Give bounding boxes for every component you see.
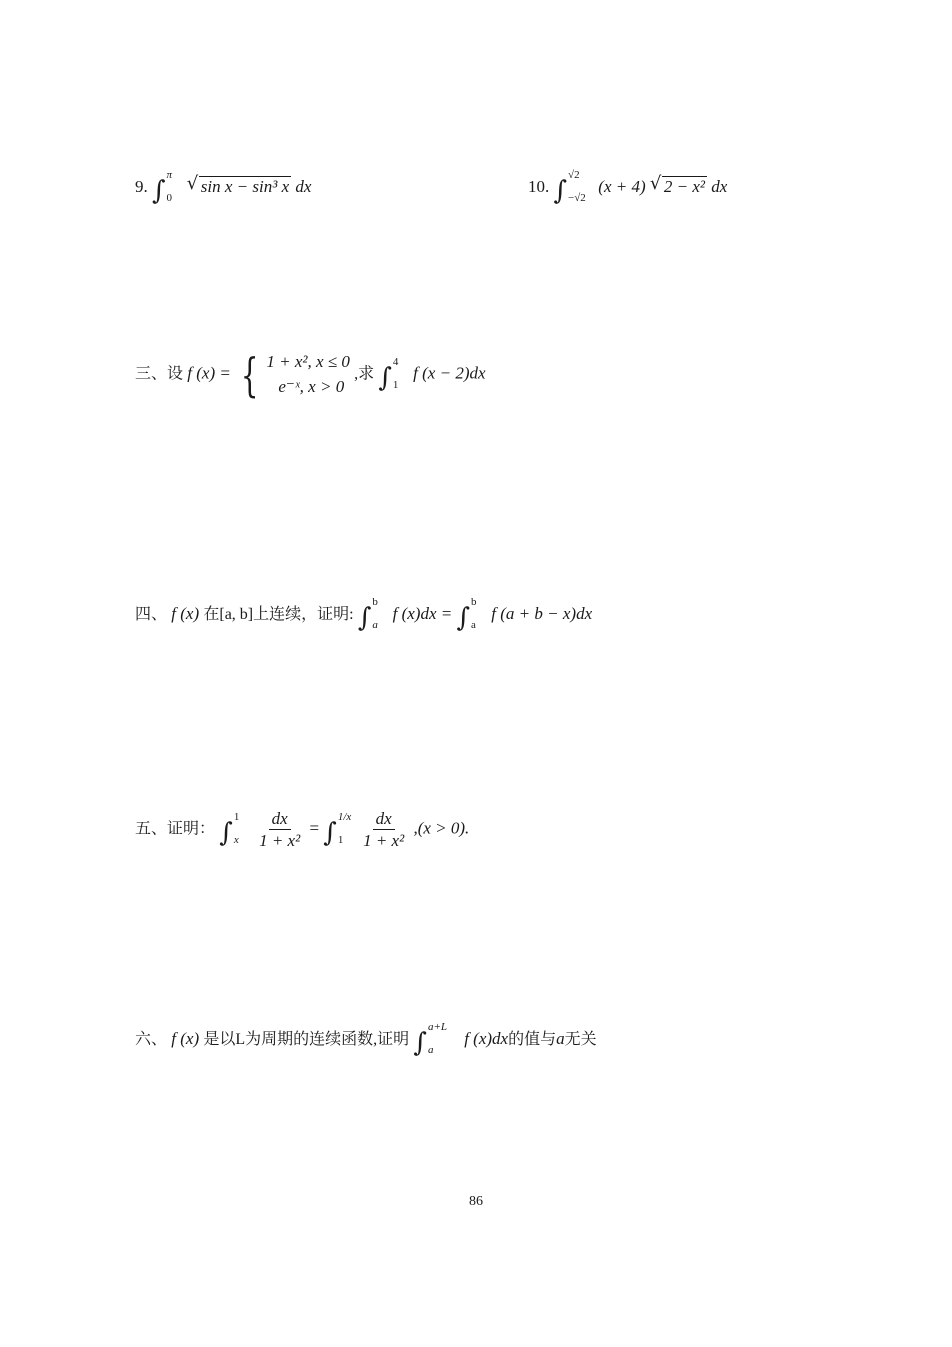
lhs-integrand: f (x)dx = xyxy=(392,604,453,623)
section-3 xyxy=(135,347,486,402)
equals-sign: = xyxy=(309,818,320,838)
function-def: f (x) = xyxy=(187,363,231,383)
fraction-1: $\frac{dx}{\text{1 + x²}}$ xyxy=(259,809,301,851)
statement-text-2: 的值与 xyxy=(508,1031,557,1048)
statement-text: 在[a, b]上连续，证明: xyxy=(203,606,354,623)
square-root: √ sin x − sin³ x xyxy=(186,173,290,196)
function-name: f (x) xyxy=(171,1029,200,1048)
integral-limits: b a xyxy=(471,596,477,631)
function-name: f (x) xyxy=(171,604,200,623)
integral-sign: ∫ xyxy=(323,817,337,848)
integral-limits: √2 −√2 xyxy=(568,169,586,204)
cases xyxy=(266,350,350,399)
section-3-label: 三、设 xyxy=(135,365,184,383)
integral-sign: ∫ xyxy=(219,817,233,848)
square-root: √ 2 − x² xyxy=(649,173,706,196)
integral-limits: 1 x xyxy=(233,810,240,846)
problem-9-label: 9. xyxy=(135,177,148,196)
variable-a: a xyxy=(556,1029,565,1048)
integral-sign: ∫ xyxy=(456,603,471,633)
integral-limits: π 0 xyxy=(166,169,173,204)
integrand: f (x)dx xyxy=(464,1029,509,1048)
integral-limits: 1/x 1 xyxy=(337,810,352,846)
differential: dx xyxy=(711,177,728,196)
integral-sign: ∫ xyxy=(378,362,392,393)
integral-sign: ∫ xyxy=(357,603,372,633)
case-2: e⁻ˣ, x > 0 xyxy=(278,376,345,396)
ask-text: ,求 xyxy=(354,365,375,383)
section-4 xyxy=(135,597,592,631)
integral-limits: b a xyxy=(372,596,378,631)
section-4-label: 四、 xyxy=(135,606,168,623)
integrand: f (x − 2)dx xyxy=(413,363,486,383)
condition: ,(x > 0). xyxy=(413,818,470,838)
statement-text: 是以L为周期的连续函数,证明 xyxy=(203,1031,410,1048)
differential: dx xyxy=(295,177,312,196)
rhs-integrand: f (a + b − x)dx xyxy=(491,604,593,623)
integral-limits: 4 1 xyxy=(392,355,399,391)
integral-sign: ∫ xyxy=(553,176,568,206)
brace: { xyxy=(240,347,259,402)
page-number: 86 xyxy=(469,1194,483,1209)
statement-text-3: 无关 xyxy=(564,1031,597,1048)
problem-9 xyxy=(135,170,311,204)
section-5-label: 五、证明： xyxy=(135,820,216,838)
problem-10 xyxy=(528,170,727,204)
integral-sign: ∫ xyxy=(152,176,166,206)
piecewise xyxy=(235,347,350,402)
integral-limits: a+L a xyxy=(427,1021,447,1056)
section-6-label: 六、 xyxy=(135,1031,168,1048)
integral-sign: ∫ xyxy=(413,1028,427,1058)
section-5 xyxy=(135,808,469,852)
section-6 xyxy=(135,1022,597,1056)
case-1: 1 + x², x ≤ 0 xyxy=(266,352,350,371)
factor: (x + 4) xyxy=(598,177,646,196)
fraction-2: $\frac{dx}{\text{1 + x²}}$ xyxy=(363,809,405,851)
problem-10-label: 10. xyxy=(528,177,550,196)
